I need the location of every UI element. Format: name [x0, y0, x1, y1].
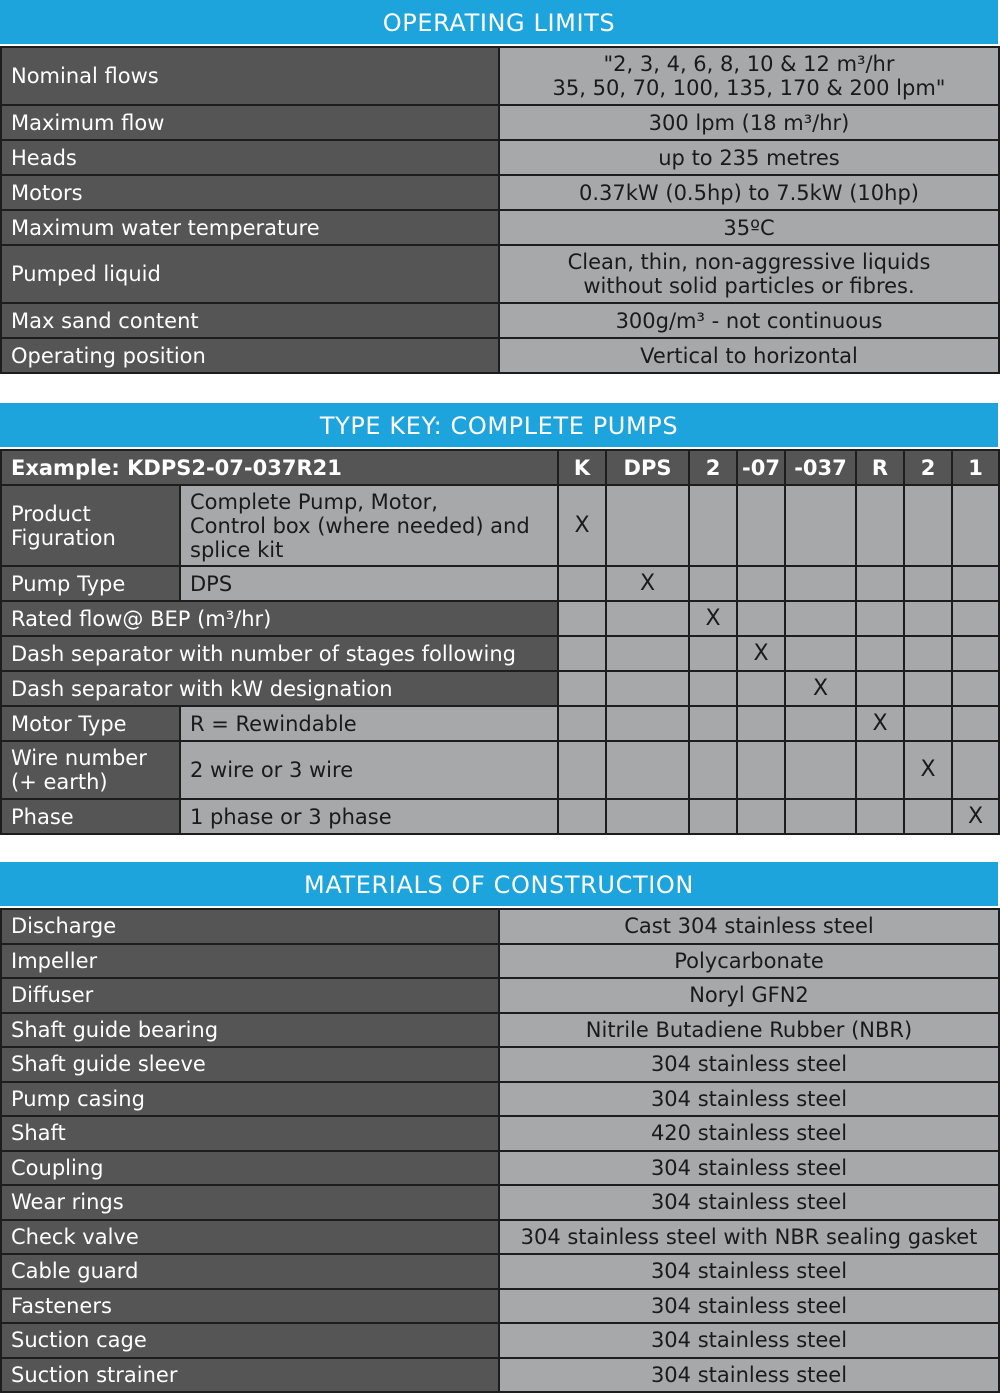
- material-value: Polycarbonate: [499, 944, 999, 979]
- material-value: Cast 304 stainless steel: [499, 909, 999, 944]
- type-key-cell: [785, 636, 856, 671]
- type-key-cell: [785, 741, 856, 799]
- type-key-description: 1 phase or 3 phase: [180, 799, 558, 834]
- type-key-cell: [952, 706, 999, 741]
- material-part: Shaft: [1, 1116, 499, 1151]
- type-key-mark: X: [558, 485, 606, 566]
- material-part: Suction strainer: [1, 1358, 499, 1393]
- limits-label: Operating position: [1, 338, 499, 373]
- type-key-cell: [689, 566, 737, 601]
- type-key-cell: [689, 671, 737, 706]
- limits-value: 35ºC: [499, 210, 999, 245]
- type-key-cell: [904, 671, 952, 706]
- material-value: 304 stainless steel: [499, 1185, 999, 1220]
- materials-row: [1, 1185, 999, 1220]
- type-key-title: TYPE KEY: COMPLETE PUMPS: [0, 403, 998, 449]
- type-key-cell: [558, 566, 606, 601]
- materials-row: [1, 1013, 999, 1048]
- materials-row: [1, 1082, 999, 1117]
- type-key-cell: [856, 485, 904, 566]
- type-key-label: Rated flow@ BEP (m³/hr): [1, 601, 558, 636]
- type-key-cell: [856, 799, 904, 834]
- type-key-cell: [689, 706, 737, 741]
- type-key-cell: [558, 601, 606, 636]
- type-key-cell: [952, 636, 999, 671]
- type-key-row: [1, 706, 999, 741]
- type-key-cell: [856, 741, 904, 799]
- type-key-cell: [952, 741, 999, 799]
- limits-value: Clean, thin, non-aggressive liquids without solid particles or fibres.: [499, 245, 999, 303]
- materials-row: [1, 1358, 999, 1393]
- material-part: Suction cage: [1, 1323, 499, 1358]
- type-key-label: Dash separator with kW designation: [1, 671, 558, 706]
- limits-value: "2, 3, 4, 6, 8, 10 & 12 m³/hr 35, 50, 70, 100, 135, 170 & 200 lpm": [499, 47, 999, 105]
- type-key-row: [1, 741, 999, 799]
- materials-row: [1, 1116, 999, 1151]
- example-code-label: Example: KDPS2-07-037R21: [1, 450, 558, 485]
- material-part: Impeller: [1, 944, 499, 979]
- material-part: Fasteners: [1, 1289, 499, 1324]
- type-key-label: Wire number (+ earth): [1, 741, 180, 799]
- material-part: Diffuser: [1, 978, 499, 1013]
- type-key-cell: [785, 601, 856, 636]
- materials-section: [0, 862, 998, 1393]
- type-key-cell: [904, 636, 952, 671]
- material-value: Noryl GFN2: [499, 978, 999, 1013]
- type-key-example-row: [1, 450, 999, 485]
- type-key-mark: X: [785, 671, 856, 706]
- type-key-cell: [689, 799, 737, 834]
- type-key-cell: [856, 671, 904, 706]
- type-key-cell: [558, 671, 606, 706]
- type-key-description: R = Rewindable: [180, 706, 558, 741]
- limits-value: 300 lpm (18 m³/hr): [499, 105, 999, 140]
- code-segment: DPS: [606, 450, 689, 485]
- type-key-cell: [689, 636, 737, 671]
- type-key-cell: [606, 799, 689, 834]
- limits-row: [1, 175, 999, 210]
- type-key-row: [1, 485, 999, 566]
- type-key-description: DPS: [180, 566, 558, 601]
- type-key-cell: [856, 566, 904, 601]
- materials-row: [1, 978, 999, 1013]
- type-key-cell: [737, 566, 785, 601]
- code-segment: K: [558, 450, 606, 485]
- materials-row: [1, 944, 999, 979]
- type-key-cell: [904, 566, 952, 601]
- type-key-label: Motor Type: [1, 706, 180, 741]
- type-key-row: [1, 799, 999, 834]
- type-key-cell: [606, 671, 689, 706]
- material-value: 304 stainless steel: [499, 1289, 999, 1324]
- limits-row: [1, 245, 999, 303]
- materials-row: [1, 909, 999, 944]
- type-key-cell: [606, 636, 689, 671]
- material-part: Discharge: [1, 909, 499, 944]
- type-key-cell: [904, 485, 952, 566]
- type-key-cell: [785, 485, 856, 566]
- type-key-cell: [689, 485, 737, 566]
- type-key-row: [1, 566, 999, 601]
- limits-row: [1, 338, 999, 373]
- limits-value: Vertical to horizontal: [499, 338, 999, 373]
- limits-label: Pumped liquid: [1, 245, 499, 303]
- operating-limits-title: OPERATING LIMITS: [0, 0, 998, 46]
- limits-row: [1, 47, 999, 105]
- type-key-description: 2 wire or 3 wire: [180, 741, 558, 799]
- code-segment: -07: [737, 450, 785, 485]
- code-segment: R: [856, 450, 904, 485]
- limits-label: Max sand content: [1, 303, 499, 338]
- type-key-description: Complete Pump, Motor, Control box (where needed) and splice kit: [180, 485, 558, 566]
- type-key-mark: X: [904, 741, 952, 799]
- type-key-cell: [952, 671, 999, 706]
- code-segment: 1: [952, 450, 999, 485]
- type-key-cell: [952, 485, 999, 566]
- type-key-cell: [558, 741, 606, 799]
- materials-row: [1, 1254, 999, 1289]
- type-key-cell: [904, 706, 952, 741]
- material-part: Shaft guide bearing: [1, 1013, 499, 1048]
- type-key-cell: [606, 485, 689, 566]
- type-key-mark: X: [737, 636, 785, 671]
- type-key-label: Product Figuration: [1, 485, 180, 566]
- code-segment: -037: [785, 450, 856, 485]
- type-key-section: [0, 403, 998, 835]
- type-key-cell: [737, 485, 785, 566]
- limits-label: Heads: [1, 140, 499, 175]
- limits-value: 300g/m³ - not continuous: [499, 303, 999, 338]
- type-key-cell: [737, 741, 785, 799]
- type-key-cell: [737, 671, 785, 706]
- type-key-row: [1, 671, 999, 706]
- material-part: Cable guard: [1, 1254, 499, 1289]
- material-value: Nitrile Butadiene Rubber (NBR): [499, 1013, 999, 1048]
- type-key-cell: [856, 636, 904, 671]
- type-key-row: [1, 636, 999, 671]
- material-value: 304 stainless steel: [499, 1151, 999, 1186]
- limits-row: [1, 210, 999, 245]
- limits-label: Nominal flows: [1, 47, 499, 105]
- limits-label: Maximum flow: [1, 105, 499, 140]
- operating-limits-table: [0, 46, 1000, 374]
- type-key-cell: [689, 741, 737, 799]
- materials-row: [1, 1289, 999, 1324]
- type-key-mark: X: [689, 601, 737, 636]
- material-part: Pump casing: [1, 1082, 499, 1117]
- materials-row: [1, 1151, 999, 1186]
- type-key-cell: [558, 799, 606, 834]
- type-key-cell: [606, 601, 689, 636]
- material-part: Check valve: [1, 1220, 499, 1255]
- limits-value: 0.37kW (0.5hp) to 7.5kW (10hp): [499, 175, 999, 210]
- type-key-cell: [737, 799, 785, 834]
- type-key-cell: [558, 636, 606, 671]
- operating-limits-section: [0, 0, 998, 374]
- material-value: 420 stainless steel: [499, 1116, 999, 1151]
- type-key-cell: [856, 601, 904, 636]
- type-key-cell: [952, 566, 999, 601]
- type-key-cell: [785, 799, 856, 834]
- type-key-cell: [952, 601, 999, 636]
- material-part: Coupling: [1, 1151, 499, 1186]
- materials-title: MATERIALS OF CONSTRUCTION: [0, 862, 998, 908]
- type-key-cell: [904, 799, 952, 834]
- material-part: Shaft guide sleeve: [1, 1047, 499, 1082]
- limits-row: [1, 140, 999, 175]
- type-key-cell: [737, 601, 785, 636]
- type-key-cell: [558, 706, 606, 741]
- material-value: 304 stainless steel: [499, 1358, 999, 1393]
- material-value: 304 stainless steel: [499, 1323, 999, 1358]
- limits-label: Maximum water temperature: [1, 210, 499, 245]
- material-value: 304 stainless steel with NBR sealing gasket: [499, 1220, 999, 1255]
- type-key-table: [0, 449, 1000, 835]
- limits-row: [1, 105, 999, 140]
- material-value: 304 stainless steel: [499, 1254, 999, 1289]
- type-key-cell: [606, 741, 689, 799]
- type-key-mark: X: [606, 566, 689, 601]
- material-value: 304 stainless steel: [499, 1047, 999, 1082]
- type-key-cell: [785, 706, 856, 741]
- materials-row: [1, 1047, 999, 1082]
- materials-row: [1, 1220, 999, 1255]
- material-part: Wear rings: [1, 1185, 499, 1220]
- materials-table: [0, 908, 1000, 1393]
- limits-row: [1, 303, 999, 338]
- code-segment: 2: [689, 450, 737, 485]
- code-segment: 2: [904, 450, 952, 485]
- type-key-cell: [904, 601, 952, 636]
- material-value: 304 stainless steel: [499, 1082, 999, 1117]
- type-key-mark: X: [856, 706, 904, 741]
- type-key-label: Dash separator with number of stages following: [1, 636, 558, 671]
- type-key-label: Phase: [1, 799, 180, 834]
- type-key-label: Pump Type: [1, 566, 180, 601]
- type-key-mark: X: [952, 799, 999, 834]
- type-key-cell: [737, 706, 785, 741]
- limits-label: Motors: [1, 175, 499, 210]
- materials-row: [1, 1323, 999, 1358]
- type-key-row: [1, 601, 999, 636]
- type-key-cell: [785, 566, 856, 601]
- type-key-cell: [606, 706, 689, 741]
- limits-value: up to 235 metres: [499, 140, 999, 175]
